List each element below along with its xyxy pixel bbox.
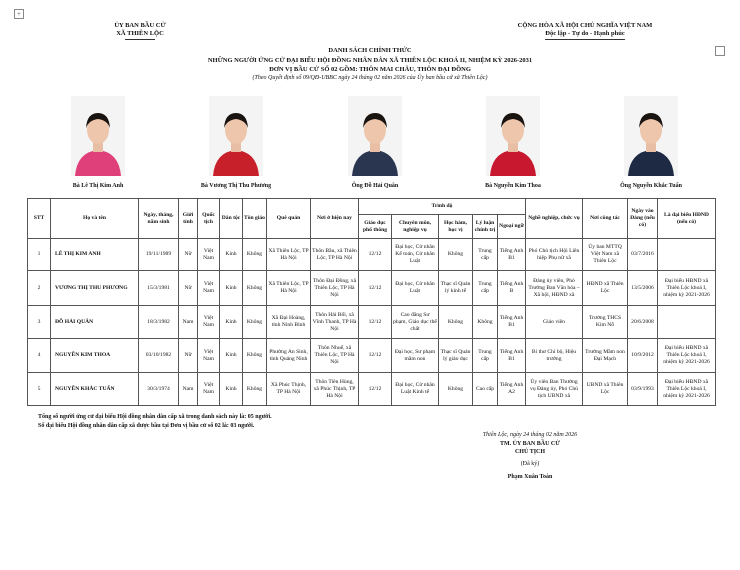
header-party-date: Ngày vào Đảng (nếu có) (628, 199, 658, 239)
title-line3: ĐƠN VỊ BẦU CỬ SỐ 02 GỒM: THÔN MAI CHÂU, THÔN ĐẠI ĐỒNG (269, 66, 471, 73)
nation-line1: CỘNG HÒA XÃ HỘI CHỦ NGHĨA VIỆT NAM (517, 22, 653, 29)
cell-nationality: Việt Nam (198, 306, 220, 339)
cell-language: Tiếng Anh B (498, 271, 526, 306)
photo-caption: Ông Nguyễn Khắc Tuấn (620, 183, 682, 189)
cell-gender: Nữ (179, 271, 198, 306)
document-title (0, 46, 740, 81)
photo-caption: Ông Đỗ Hải Quân (351, 183, 399, 189)
header-politics: Lý luận chính trị (473, 215, 498, 239)
cell-party-date: 03/9/1993 (628, 373, 658, 406)
cell-job: Bí thư Chi bộ, Hiệu trưởng (526, 339, 583, 373)
cell-nationality: Việt Nam (198, 239, 220, 271)
cell-stt: 4 (28, 339, 51, 373)
cell-residence: Thôn Đại Đồng, xã Thiên Lộc, TP Hà Nội (311, 271, 359, 306)
cell-workplace: HĐND xã Thiên Lộc (583, 271, 628, 306)
candidate-photo (209, 96, 263, 176)
signature-status: (Đã ký) (520, 461, 540, 467)
cell-name: VƯƠNG THỊ THU PHƯƠNG (51, 271, 139, 306)
cell-ethnic: Kinh (220, 373, 243, 406)
cell-residence: Thôn Nhuế, xã Thiên Lộc, TP Hà Nội (311, 339, 359, 373)
cell-religion: Không (243, 239, 267, 271)
table-row (28, 306, 716, 339)
cell-hometown: Xã Phúc Thịnh, TP Hà Nội (267, 373, 311, 406)
cell-politics: Trung cấp (473, 271, 498, 306)
candidate-photo (348, 96, 402, 176)
cell-residence: Thôn Tiên Hùng, xã Phúc Thịnh, TP Hà Nội (311, 373, 359, 406)
cell-party-date: 13/5/2006 (628, 271, 658, 306)
title-note: (Theo Quyết định số 09/QĐ-UBBC ngày 24 tháng 02 năm 2026 của Ủy ban bầu cử xã Thiên Lộc) (252, 74, 488, 81)
summary (38, 413, 272, 431)
issuer-line1: ỦY BAN BẦU CỬ (114, 22, 166, 29)
candidate-photo (71, 96, 125, 176)
cell-specialty: Đại học, Sư phạm mầm non (392, 339, 439, 373)
candidate-photo (486, 96, 540, 176)
cell-delegate (658, 306, 716, 339)
candidate-table (27, 198, 716, 406)
cell-job: Phó Chủ tịch Hội Liên hiệp Phụ nữ xã (526, 239, 583, 271)
table-row (28, 271, 716, 306)
cell-party-date: 03/7/2016 (628, 239, 658, 271)
cell-workplace: Ủy ban MTTQ Việt Nam xã Thiên Lộc (583, 239, 628, 271)
header-specialty: Chuyên môn, nghiệp vụ (392, 215, 439, 239)
table-row (28, 339, 716, 373)
cell-politics: Không (473, 306, 498, 339)
cell-nationality: Việt Nam (198, 339, 220, 373)
cell-gender: Nữ (179, 239, 198, 271)
signature-org: TM. ỦY BAN BẦU CỬ (499, 441, 561, 447)
title-line1: DANH SÁCH CHÍNH THỨC (328, 47, 412, 54)
cell-hometown: Xã Thiên Lộc, TP Hà Nội (267, 271, 311, 306)
cell-name: LÊ THỊ KIM ANH (51, 239, 139, 271)
header-residence: Nơi ở hiện nay (311, 199, 359, 239)
cell-politics: Trung cấp (473, 239, 498, 271)
cell-specialty: Cao đẳng Sư phạm, Giáo dục thể chất (392, 306, 439, 339)
header-religion: Tôn giáo (243, 199, 267, 239)
cell-ethnic: Kinh (220, 306, 243, 339)
cell-gender: Nữ (179, 339, 198, 373)
table-move-handle[interactable]: + (14, 9, 24, 19)
national-header (505, 22, 665, 41)
cell-name: NGUYỄN KHẮC TUẤN (51, 373, 139, 406)
cell-residence: Thôn Hải Bối, xã Vĩnh Thanh, TP Hà Nội (311, 306, 359, 339)
cell-general: 12/12 (359, 271, 392, 306)
cell-party-date: 20/6/2008 (628, 306, 658, 339)
cell-ethnic: Kinh (220, 239, 243, 271)
title-line2: NHỮNG NGƯỜI ỨNG CỬ ĐẠI BIỂU HỘI ĐỒNG NHÂN DÂN XÃ THIÊN LỘC KHOÁ II, NHIỆM KỲ 2026-2031 (207, 56, 533, 64)
header-nationality: Quốc tịch (198, 199, 220, 239)
cell-language: Tiếng Anh B1 (498, 306, 526, 339)
cell-nationality: Việt Nam (198, 373, 220, 406)
cell-name: ĐỖ HẢI QUÂN (51, 306, 139, 339)
cell-language: Tiếng Anh B1 (498, 339, 526, 373)
cell-degree: Không (439, 239, 473, 271)
cell-delegate (658, 239, 716, 271)
cell-politics: Cao cấp (473, 373, 498, 406)
signature-place-date: Thiên Lộc, ngày 24 tháng 02 năm 2026 (482, 432, 578, 438)
candidate-photo (624, 96, 678, 176)
cell-name: NGUYỄN KIM THOA (51, 339, 139, 373)
cell-job: Đảng ủy viên, Phó Trưởng Ban Văn hóa – Xã hội, HĐND xã (526, 271, 583, 306)
cell-party-date: 10/9/2012 (628, 339, 658, 373)
header-dob: Ngày, tháng, năm sinh (139, 199, 179, 239)
cell-hometown: Xã Thiên Lộc, TP Hà Nội (267, 239, 311, 271)
cell-degree: Thạc sĩ Quản lý giáo dục (439, 339, 473, 373)
cell-language: Tiếng Anh A2 (498, 373, 526, 406)
cell-hometown: Xã Đại Hoàng, tỉnh Ninh Bình (267, 306, 311, 339)
cell-dob: 03/10/1982 (139, 339, 179, 373)
cell-job: Giáo viên (526, 306, 583, 339)
summary-elected: Số đại biểu Hội đồng nhân dân cấp xã được bầu tại Đơn vị bầu cử số 02 là: 03 người. (38, 423, 255, 429)
summary-total: Tổng số người ứng cử đại biểu Hội đồng nhân dân cấp xã trong danh sách này là: 05 người. (38, 414, 272, 420)
signature-block (460, 431, 600, 482)
cell-specialty: Đại học, Cử nhân Luật (392, 271, 439, 306)
header-education: Trình độ (359, 199, 526, 215)
signer-name: Phạm Xuân Toàn (507, 474, 553, 480)
cell-general: 12/12 (359, 239, 392, 271)
cell-degree: Không (439, 373, 473, 406)
table-row (28, 373, 716, 406)
cell-dob: 19/11/1989 (139, 239, 179, 271)
cell-stt: 3 (28, 306, 51, 339)
cell-degree: Không (439, 306, 473, 339)
issuer-line2: XÃ THIÊN LỘC (116, 30, 164, 37)
table-row (28, 239, 716, 271)
cell-general: 12/12 (359, 306, 392, 339)
cell-delegate: Đại biểu HĐND xã Thiên Lộc khoá I, nhiệm kỳ 2021-2026 (658, 271, 716, 306)
cell-religion: Không (243, 306, 267, 339)
cell-residence: Thôn Bầu, xã Thiên Lộc, TP Hà Nội (311, 239, 359, 271)
header-degree: Học hàm, học vị (439, 215, 473, 239)
nation-motto: Độc lập - Tự do - Hạnh phúc (545, 30, 625, 37)
header-job: Nghề nghiệp, chức vụ (526, 199, 583, 239)
cell-religion: Không (243, 339, 267, 373)
header-stt: STT (28, 199, 51, 239)
header-ethnic: Dân tộc (220, 199, 243, 239)
photo-caption: Bà Lê Thị Kim Anh (72, 183, 124, 189)
signature-position: CHỦ TỊCH (514, 449, 546, 455)
photo-caption: Bà Vương Thị Thu Phương (200, 183, 272, 189)
cell-ethnic: Kinh (220, 271, 243, 306)
cell-dob: 18/3/1982 (139, 306, 179, 339)
cell-religion: Không (243, 271, 267, 306)
cell-ethnic: Kinh (220, 339, 243, 373)
header-gender: Giới tính (179, 199, 198, 239)
cell-stt: 5 (28, 373, 51, 406)
cell-general: 12/12 (359, 373, 392, 406)
header-language: Ngoại ngữ (498, 215, 526, 239)
cell-delegate: Đại biểu HĐND xã Thiên Lộc khoá I, nhiệm kỳ 2021-2026 (658, 373, 716, 406)
header-hometown: Quê quán (267, 199, 311, 239)
divider (125, 39, 155, 40)
cell-delegate: Đại biểu HĐND xã Thiên Lộc khoá I, nhiệm kỳ 2021-2026 (658, 339, 716, 373)
cell-general: 12/12 (359, 339, 392, 373)
cell-dob: 15/3/1981 (139, 271, 179, 306)
header-name: Họ và tên (51, 199, 139, 239)
cell-stt: 2 (28, 271, 51, 306)
header-general: Giáo dục phổ thông (359, 215, 392, 239)
cell-workplace: Trường Mầm non Đại Mạch (583, 339, 628, 373)
cell-gender: Nam (179, 306, 198, 339)
cell-specialty: Đại học, Cử nhân Luật Kinh tế (392, 373, 439, 406)
cell-job: Ủy viên Ban Thường vụ Đảng ủy, Phó Chủ tịch UBND xã (526, 373, 583, 406)
cell-religion: Không (243, 373, 267, 406)
cell-dob: 30/3/1974 (139, 373, 179, 406)
cell-gender: Nam (179, 373, 198, 406)
cell-hometown: Phường An Sinh, tỉnh Quảng Ninh (267, 339, 311, 373)
cell-politics: Trung cấp (473, 339, 498, 373)
photo-caption: Bà Nguyễn Kim Thoa (485, 183, 541, 189)
cell-workplace: UBND xã Thiên Lộc (583, 373, 628, 406)
cell-degree: Thạc sĩ Quản lý kinh tế (439, 271, 473, 306)
cell-stt: 1 (28, 239, 51, 271)
header-workplace: Nơi công tác (583, 199, 628, 239)
divider (545, 39, 625, 40)
cell-nationality: Việt Nam (198, 271, 220, 306)
issuer-header (80, 22, 200, 41)
header-delegate: Là đại biểu HĐND (nếu có) (658, 199, 716, 239)
cell-language: Tiếng Anh B1 (498, 239, 526, 271)
cell-workplace: Trường THCS Kim Nỗ (583, 306, 628, 339)
cell-specialty: Đại học, Cử nhân Kế toán, Cử nhân Luật (392, 239, 439, 271)
